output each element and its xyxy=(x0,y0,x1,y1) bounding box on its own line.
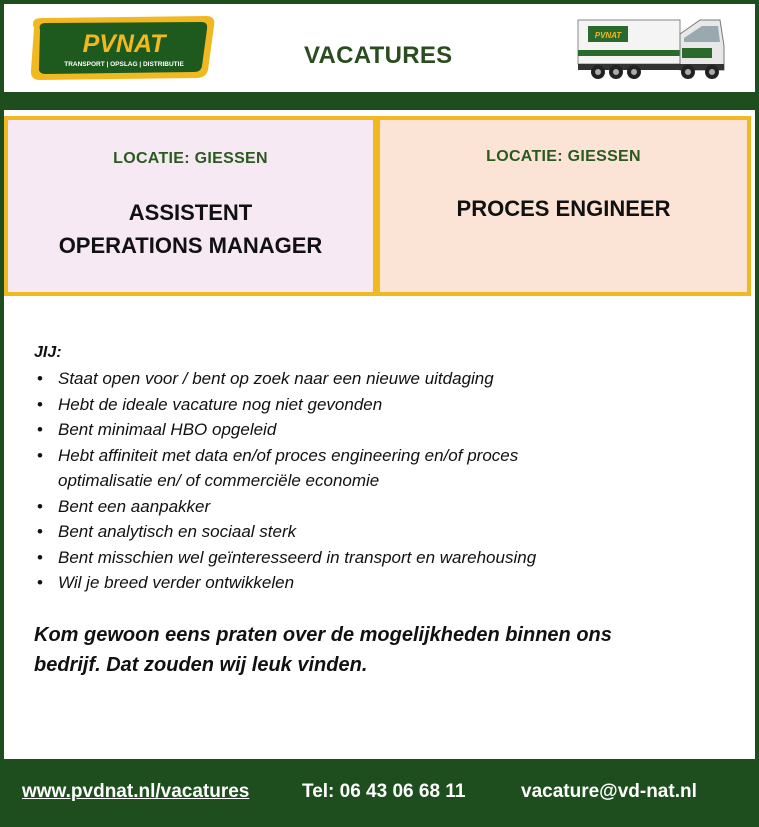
job-title-line: OPERATIONS MANAGER xyxy=(58,233,323,258)
cta-line: bedrijf. Dat zouden wij leuk vinden. xyxy=(34,653,368,676)
job-title xyxy=(8,196,373,262)
truck-icon xyxy=(574,12,728,84)
job-card-proces-engineer xyxy=(376,116,751,296)
list-item: • Wil je breed verder ontwikkelen xyxy=(34,570,734,596)
job-title-line: ASSISTENT xyxy=(128,200,253,225)
profile-list xyxy=(34,366,734,596)
profile-heading: JIJ: xyxy=(34,344,62,361)
list-item: • Hebt de ideale vacature nog niet gevonden xyxy=(34,392,734,418)
job-location: LOCATIE: GIESSEN xyxy=(486,148,641,165)
website-link[interactable]: www.pvdnat.nl/vacatures xyxy=(22,781,250,802)
list-item-continuation: optimalisatie en/ of commerciële economie xyxy=(58,471,380,490)
footer xyxy=(0,759,759,827)
list-item: • Staat open voor / bent op zoek naar een nieuwe uitdaging xyxy=(34,366,734,392)
job-card-assistent xyxy=(4,116,377,296)
svg-text:PVNAT: PVNAT xyxy=(82,30,166,58)
phone-number: Tel: 06 43 06 68 11 xyxy=(302,781,466,802)
job-location: LOCATIE: GIESSEN xyxy=(113,150,268,167)
main-content xyxy=(4,110,755,759)
job-title-line: PROCES ENGINEER xyxy=(456,196,671,221)
svg-text:PVNAT: PVNAT xyxy=(594,31,622,40)
header xyxy=(4,4,755,92)
list-item: • Bent minimaal HBO opgeleid xyxy=(34,417,734,443)
svg-text:TRANSPORT | OPSLAG | DISTRIBUT: TRANSPORT | OPSLAG | DISTRIBUTIE xyxy=(64,61,184,68)
job-title xyxy=(380,192,747,225)
pvnat-logo xyxy=(26,14,218,82)
email-link[interactable]: vacature@vd-nat.nl xyxy=(521,781,697,802)
list-item: • Hebt affiniteit met data en/of proces engineering en/of proces xyxy=(34,443,734,469)
page-title: VACATURES xyxy=(304,42,453,69)
list-item: • Bent een aanpakker xyxy=(34,494,734,520)
list-item: • Bent misschien wel geïnteresseerd in transport en warehousing xyxy=(34,545,734,571)
cta-line: Kom gewoon eens praten over de mogelijkheden binnen ons xyxy=(34,623,612,646)
call-to-action xyxy=(34,620,734,680)
list-item: • Bent analytisch en sociaal sterk xyxy=(34,519,734,545)
profile-section xyxy=(34,344,734,680)
